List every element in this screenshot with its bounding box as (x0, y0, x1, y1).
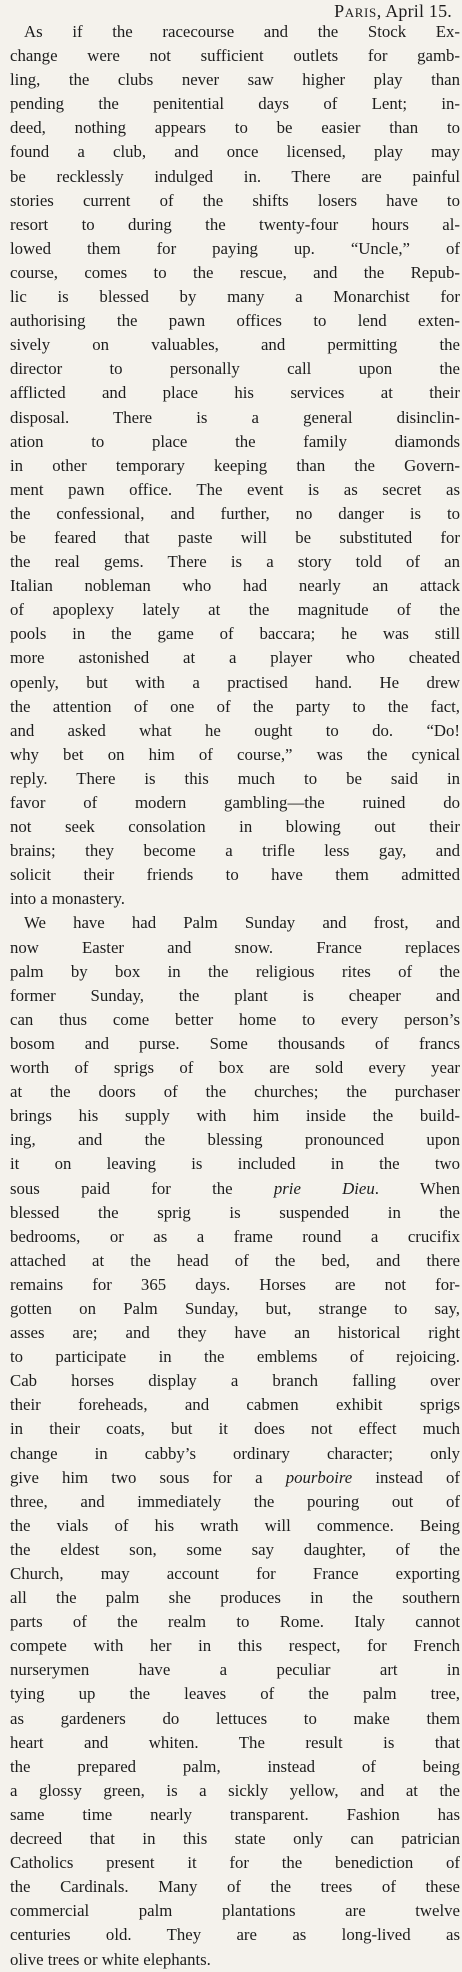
article-line: give him two sous for a pourboire instead of (10, 1467, 460, 1487)
article-line: can thus come better home to every person’s (10, 1009, 460, 1029)
article-line: reply. There is this much to be said in (10, 768, 460, 788)
article-line: solicit their friends to have them admitted (10, 865, 460, 885)
article-line: authorising the pawn offices to lend exten- (10, 311, 460, 331)
article-line: pools in the game of baccara; he was still (10, 624, 460, 644)
article-line: heart and whiten. The result is that (10, 1732, 460, 1752)
article-line: same time nearly transparent. Fashion has (10, 1804, 460, 1824)
article-body (10, 20, 460, 1972)
article-line: the prepared palm, instead of being (10, 1756, 460, 1776)
article-line: commercial palm plantations are twelve (10, 1901, 460, 1921)
article-line: to participate in the emblems of rejoicing. (10, 1347, 460, 1367)
article-line: ling, the clubs never saw higher play than (10, 70, 460, 90)
article-line: the confessional, and further, no danger is to (10, 503, 460, 523)
article-line: ment pawn office. The event is as secret as (10, 479, 460, 499)
article-line: stories current of the shifts losers have to (10, 190, 460, 210)
article-line: change were not sufficient outlets for gamb- (10, 46, 460, 66)
article-line: be feared that paste will be substituted for (10, 527, 460, 547)
article-line: disposal. There is a general disinclin- (10, 407, 460, 427)
article-line: course, comes to the rescue, and the Repub- (10, 262, 460, 282)
article-line: director to personally call upon the (10, 359, 460, 379)
article-line: ing, and the blessing pronounced upon (10, 1130, 460, 1150)
article-line: palm by box in the religious rites of the (10, 961, 460, 981)
article-line: parts of the realm to Rome. Italy cannot (10, 1612, 460, 1632)
article-line: centuries old. They are as long-lived as (10, 1925, 460, 1945)
article-line: be recklessly indulged in. There are painful (10, 166, 460, 186)
article-line: lic is blessed by many a Monarchist for (10, 287, 460, 307)
article-line: sous paid for the prie Dieu. When (10, 1178, 461, 1198)
article-line: attached at the head of the bed, and there (10, 1250, 460, 1270)
article-line: in their coats, but it does not effect much (10, 1419, 460, 1439)
article-line: lowed them for paying up. “Uncle,” of (10, 238, 460, 258)
article-line: pending the penitential days of Lent; in- (10, 94, 460, 114)
paragraph-gambling (10, 20, 460, 911)
article-line: the attention of one of the party to the fact, (10, 696, 460, 716)
article-line: in other temporary keeping than the Govern- (10, 455, 460, 475)
article-line: not seek consolation in blowing out their (10, 817, 460, 837)
article-line: it on leaving is included in the two (10, 1154, 460, 1174)
article-line: compete with her in this respect, for French (10, 1636, 460, 1656)
article-line: former Sunday, the plant is cheaper and (10, 985, 460, 1005)
article-line: olive trees or white elephants. (10, 1949, 211, 1969)
article-line: As if the racecourse and the Stock Ex- (24, 22, 460, 41)
article-line: We have had Palm Sunday and frost, and (24, 913, 460, 933)
article-line: three, and immediately the pouring out of (10, 1491, 460, 1511)
article-line: gotten on Palm Sunday, but, strange to say, (10, 1298, 460, 1318)
article-line: a glossy green, is a sickly yellow, and at the (10, 1780, 460, 1800)
article-line: bosom and purse. Some thousands of francs (10, 1033, 460, 1053)
article-line: the Cardinals. Many of the trees of these (10, 1877, 460, 1897)
article-line: worth of sprigs of box are sold every year (10, 1058, 460, 1078)
article-line: ation to place the family diamonds (10, 431, 460, 451)
article-line: the eldest son, some say daughter, of the (10, 1539, 460, 1559)
article-line: decreed that in this state only can patrician (10, 1829, 460, 1849)
article-line: Church, may account for France exporting (10, 1564, 460, 1583)
dateline-place: Paris (334, 1, 377, 21)
article-line: change in cabby’s ordinary character; only (10, 1443, 460, 1463)
article-line: tying up the leaves of the palm tree, (10, 1684, 460, 1704)
article-line: all the palm she produces in the southern (10, 1588, 460, 1608)
article-line: afflicted and place his services at their (10, 383, 460, 403)
article-line: remains for 365 days. Horses are not for- (10, 1274, 460, 1294)
article-line: and asked what he ought to do. “Do! (10, 720, 460, 740)
article-line: deed, nothing appears to be easier than to (10, 118, 460, 138)
article-line: Catholics present it for the benediction of (10, 1853, 460, 1873)
article-line: the real gems. There is a story told of an (10, 552, 460, 572)
article-line: sively on valuables, and permitting the (10, 335, 460, 355)
article-line: brings his supply with him inside the build- (10, 1106, 460, 1126)
article-line: as gardeners do lettuces to make them (10, 1708, 460, 1728)
dateline-date: April 15. (385, 1, 452, 21)
article-line: found a club, and once licensed, play may (10, 142, 460, 162)
article-line: openly, but with a practised hand. He drew (10, 672, 460, 692)
article-line: of apoplexy lately at the magnitude of the (10, 600, 460, 620)
article-line: bedrooms, or as a frame round a crucifix (10, 1226, 460, 1246)
article-line: blessed the sprig is suspended in the (10, 1202, 460, 1222)
article-line: Cab horses display a branch falling over (10, 1371, 460, 1391)
article-line: at the doors of the churches; the purchaser (10, 1082, 460, 1102)
article-line: nurserymen have a peculiar art in (10, 1660, 460, 1680)
article-line: resort to during the twenty-four hours al- (10, 214, 460, 234)
dateline: Paris, April 15. (334, 1, 452, 21)
article-line: why bet on him of course,” was the cynical (10, 744, 460, 764)
article-line: asses are; and they have an historical right (10, 1323, 460, 1343)
article-line: Italian nobleman who had nearly an attack (10, 576, 460, 596)
paragraph-palm-sunday (10, 911, 460, 1971)
article-line: into a monastery. (10, 889, 125, 909)
article-line: more astonished at a player who cheated (10, 648, 460, 668)
article-line: brains; they become a trifle less gay, and (10, 841, 460, 861)
article-line: the vials of his wrath will commence. Being (10, 1515, 460, 1535)
article-line: their foreheads, and cabmen exhibit sprigs (10, 1395, 460, 1415)
article-line: favor of modern gambling—the ruined do (10, 793, 460, 812)
article-line: now Easter and snow. France replaces (10, 937, 460, 957)
